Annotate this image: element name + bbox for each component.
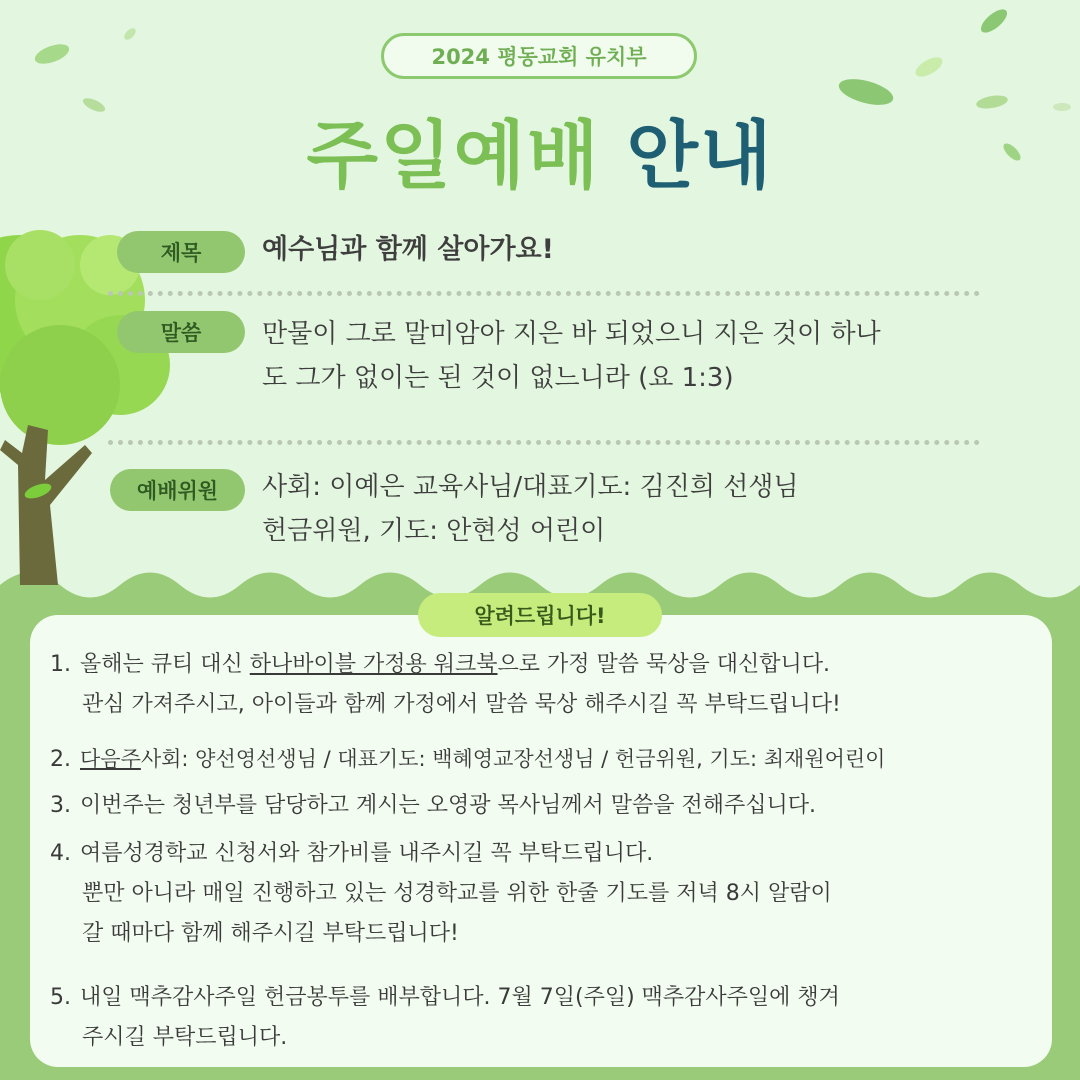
- scripture-label: 말씀: [117, 311, 245, 353]
- notice-heading: 알려드립니다!: [418, 593, 662, 637]
- scripture-line-1: 만물이 그로 말미암아 지은 바 되었으니 지은 것이 하나: [262, 319, 881, 349]
- topic-text: 예수님과 함께 살아가요!: [262, 234, 554, 265]
- leaf-icon: [1000, 140, 1024, 164]
- tree-illustration: [0, 225, 175, 585]
- leaf-icon: [912, 54, 946, 80]
- item-text: 갈 때마다 함께 해주시길 부탁드립니다!: [82, 921, 459, 946]
- item-text: 올해는 큐티 대신: [80, 652, 250, 677]
- leaf-icon: [974, 92, 1010, 112]
- item-number: 3.: [50, 793, 71, 818]
- item-number: 4.: [50, 841, 71, 866]
- notice-item-1: [50, 645, 1050, 725]
- page-title: [220, 95, 860, 205]
- next-week-label: 다음주: [80, 747, 141, 771]
- title-part-1: 주일예배: [306, 113, 601, 199]
- leaf-icon: [1052, 100, 1072, 114]
- scripture-line-2: 도 그가 없이는 된 것이 없느니라 (요 1:3): [262, 363, 734, 393]
- leaf-icon: [32, 42, 72, 66]
- item-text: 내일 맥추감사주일 헌금봉투를 배부합니다. 7월 7일(주일) 맥추감사주일에 챙겨: [80, 985, 840, 1010]
- item-text: 뿐만 아니라 매일 진행하고 있는 성경학교를 위한 한줄 기도를 저녁 8시 알람이: [82, 881, 832, 906]
- item-number: 5.: [50, 985, 71, 1010]
- item-text: 관심 가져주시고, 아이들과 함께 가정에서 말씀 묵상 해주시길 꼭 부탁드립니다!: [82, 692, 841, 717]
- notice-item-2: [50, 739, 1050, 780]
- staff-line-1: 사회: 이예은 교육사님/대표기도: 김진희 선생님: [262, 472, 799, 502]
- title-part-2: 안내: [626, 113, 774, 199]
- item-text: 여름성경학교 신청서와 참가비를 내주시길 꼭 부탁드립니다.: [80, 841, 654, 866]
- item-text: 주시길 부탁드립니다.: [82, 1025, 288, 1050]
- leaf-icon: [80, 96, 108, 114]
- workbook-name: 하나바이블 가정용 워크북: [249, 652, 498, 677]
- divider: [108, 440, 980, 445]
- leaf-icon: [122, 26, 138, 42]
- notice-item-3: [50, 786, 1050, 826]
- item-number: 2.: [50, 747, 71, 772]
- item-number: 1.: [50, 652, 71, 677]
- staff-label: 예배위원: [110, 469, 245, 511]
- notice-item-4: [50, 834, 1050, 954]
- item-text: 이번주는 청년부를 담당하고 계시는 오영광 목사님께서 말씀을 전해주십니다.: [80, 793, 817, 818]
- item-text: 사회: 양선영선생님 / 대표기도: 백혜영교장선생님 / 헌금위원, 기도: 최재원어린이: [140, 747, 886, 771]
- leaf-icon: [976, 6, 1012, 36]
- divider: [108, 291, 980, 296]
- notice-item-5: [50, 978, 1050, 1058]
- item-text: 으로 가정 말씀 묵상을 대신합니다.: [497, 652, 831, 677]
- staff-line-2: 헌금위원, 기도: 안현성 어린이: [262, 516, 606, 546]
- church-department-badge: 2024 평동교회 유치부: [381, 33, 697, 79]
- topic-label: 제목: [117, 231, 245, 273]
